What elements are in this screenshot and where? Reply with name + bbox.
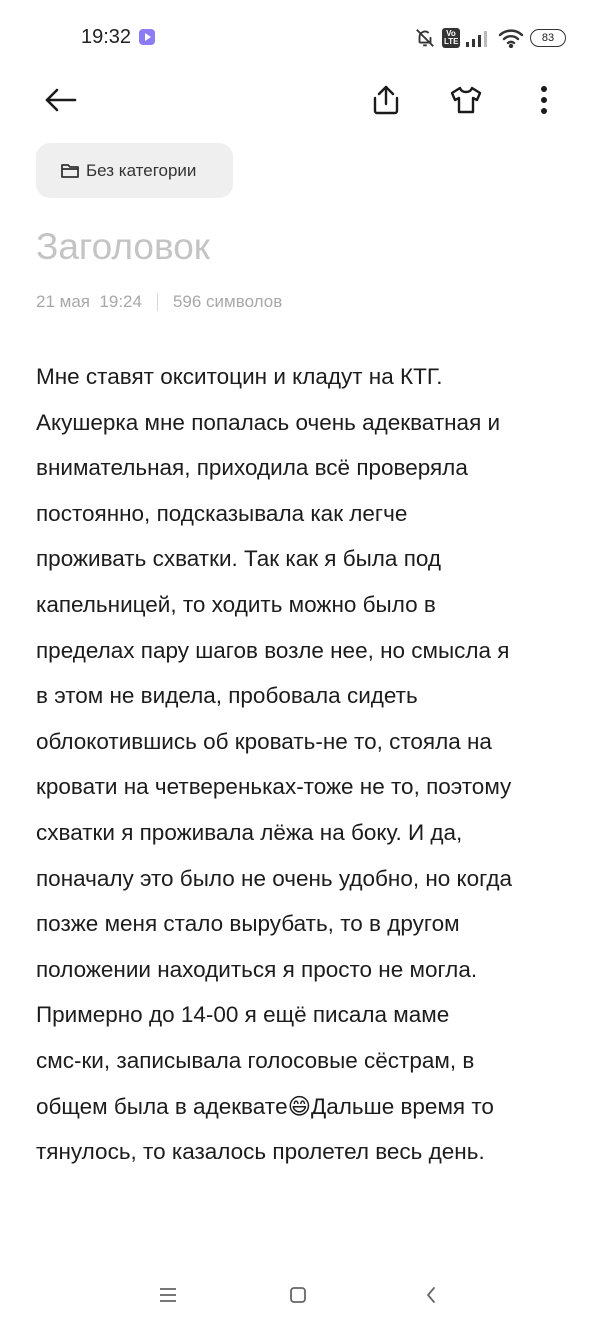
status-icons bbox=[414, 24, 566, 52]
wifi-icon bbox=[498, 28, 524, 48]
note-line: Примерно до 14-00 я ещё писала маме bbox=[36, 1002, 450, 1028]
note-line: Мне ставят окситоцин и кладут на КТГ. bbox=[36, 364, 443, 389]
title-input[interactable]: Заголовок bbox=[36, 226, 210, 267]
note-line: в этом не видела, пробовала сидеть bbox=[36, 683, 418, 709]
home-square-icon bbox=[289, 1286, 307, 1304]
battery-icon: 83 bbox=[530, 29, 566, 47]
tshirt-icon bbox=[449, 85, 483, 115]
folder-icon bbox=[60, 162, 80, 180]
share-button[interactable] bbox=[362, 76, 410, 124]
note-line: кровати на четвереньках-тоже не то, поэтому bbox=[36, 774, 512, 800]
note-line: положении находиться я просто не могла. bbox=[36, 956, 478, 982]
volte-icon: Vo LTE bbox=[444, 29, 459, 46]
play-app-icon bbox=[139, 29, 155, 45]
note-line: общем была в адекватe😄Дальше время то bbox=[36, 1093, 494, 1119]
more-vertical-icon bbox=[540, 85, 548, 115]
category-chip[interactable] bbox=[36, 143, 233, 198]
note-line: проживать схватки. Так как я была под bbox=[36, 546, 442, 572]
system-back-button[interactable] bbox=[416, 1280, 446, 1310]
back-button[interactable] bbox=[37, 76, 85, 124]
share-icon bbox=[371, 84, 401, 116]
meta-divider bbox=[157, 293, 158, 311]
category-label: Без категории bbox=[86, 160, 197, 180]
note-line: смс-ки, записывала голосовые сёстрам, в bbox=[36, 1047, 475, 1073]
bell-muted-icon bbox=[414, 27, 436, 49]
note-line: позже меня стало вырубать, то в другом bbox=[36, 911, 460, 937]
note-line: тянулось, то казалось пролетел весь день. bbox=[36, 1139, 485, 1165]
note-line: поначалу это было не очень удобно, но когда bbox=[36, 865, 512, 891]
more-button[interactable] bbox=[520, 76, 568, 124]
note-meta bbox=[36, 292, 282, 312]
note-line: облокотившись об кровать-не то, стояла на bbox=[36, 728, 492, 754]
status-bar bbox=[0, 0, 600, 76]
note-date: 21 мая 19:24 bbox=[36, 292, 142, 311]
home-button[interactable] bbox=[283, 1280, 313, 1310]
note-body[interactable] bbox=[36, 354, 566, 1175]
note-line: внимательная, приходила всё проверяла bbox=[36, 455, 468, 481]
chevron-left-icon bbox=[425, 1286, 437, 1304]
recents-button[interactable] bbox=[153, 1280, 183, 1310]
note-line: пределах пару шагов возле нее, но смысла я bbox=[36, 637, 510, 663]
note-line: Акушерка мне попалась очень адекватная и bbox=[36, 409, 501, 435]
signal-icon bbox=[466, 29, 492, 47]
arrow-left-icon bbox=[43, 86, 79, 114]
system-nav-bar bbox=[0, 1270, 600, 1320]
status-time: 19:32 bbox=[81, 26, 132, 48]
theme-button[interactable] bbox=[442, 76, 490, 124]
toolbar bbox=[0, 76, 600, 124]
note-line: постоянно, подсказывала как легче bbox=[36, 500, 408, 526]
menu-icon bbox=[159, 1287, 177, 1303]
note-line: схватки я проживала лёжа на боку. И да, bbox=[36, 819, 463, 845]
note-line: капельницей, то ходить можно было в bbox=[36, 591, 436, 617]
char-count: 596 символов bbox=[172, 292, 283, 311]
